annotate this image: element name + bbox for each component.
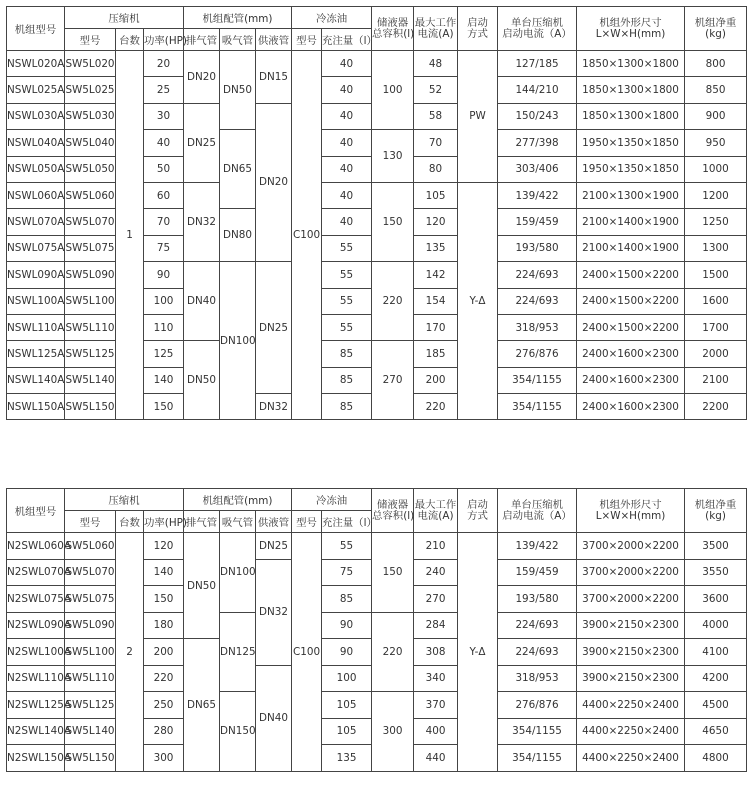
dimensions-cell: 2100×1400×1900 <box>577 209 685 235</box>
max-current-cell: 440 <box>414 745 458 772</box>
power-cell: 75 <box>144 235 184 261</box>
oil-charge-cell: 105 <box>322 692 372 719</box>
weight-cell: 1700 <box>685 314 747 340</box>
liquid-cell: DN32 <box>256 394 292 420</box>
max-current-cell: 284 <box>414 612 458 639</box>
receiver-cell: 150 <box>372 533 414 613</box>
weight-cell: 1200 <box>685 182 747 208</box>
weight-cell: 1000 <box>685 156 747 182</box>
header-oil-charge: 充注量（l） <box>322 511 372 533</box>
dimensions-cell: 3700×2000×2200 <box>577 533 685 560</box>
dimensions-cell: 2100×1300×1900 <box>577 182 685 208</box>
oil-charge-cell: 40 <box>322 156 372 182</box>
power-cell: 125 <box>144 341 184 367</box>
start-current-cell: 354/1155 <box>498 394 577 420</box>
start-current-cell: 303/406 <box>498 156 577 182</box>
start-current-cell: 150/243 <box>498 103 577 129</box>
compressor-cell: SW5L070 <box>65 209 116 235</box>
discharge-cell: DN40 <box>184 262 220 341</box>
header-model: 机组型号 <box>7 7 65 51</box>
dimensions-cell: 3900×2150×2300 <box>577 612 685 639</box>
weight-cell: 3600 <box>685 586 747 613</box>
start-current-cell: 276/876 <box>498 692 577 719</box>
max-current-cell: 340 <box>414 665 458 692</box>
liquid-cell: DN25 <box>256 262 292 394</box>
liquid-cell: DN40 <box>256 665 292 771</box>
model-cell: NSWL025A <box>7 77 65 103</box>
power-cell: 300 <box>144 745 184 772</box>
header-oil-type: 型号 <box>292 29 322 51</box>
max-current-cell: 170 <box>414 314 458 340</box>
max-current-cell: 70 <box>414 130 458 156</box>
oil-charge-cell: 55 <box>322 533 372 560</box>
dimensions-cell: 1950×1350×1850 <box>577 156 685 182</box>
oil-charge-cell: 40 <box>322 182 372 208</box>
model-cell: NSWL060A <box>7 182 65 208</box>
model-cell: N2SWL125A <box>7 692 65 719</box>
model-cell: N2SWL070A <box>7 559 65 586</box>
header-weight: 机组净重 (kg) <box>685 7 747 51</box>
power-cell: 25 <box>144 77 184 103</box>
max-current-cell: 135 <box>414 235 458 261</box>
header-oil-type: 型号 <box>292 511 322 533</box>
oil-type-cell: C100 <box>292 533 322 772</box>
receiver-cell: 130 <box>372 130 414 183</box>
start-current-cell: 224/693 <box>498 262 577 288</box>
weight-cell: 1500 <box>685 262 747 288</box>
model-cell: N2SWL075A <box>7 586 65 613</box>
dimensions-cell: 1850×1300×1800 <box>577 103 685 129</box>
weight-cell: 4000 <box>685 612 747 639</box>
max-current-cell: 370 <box>414 692 458 719</box>
oil-charge-cell: 85 <box>322 586 372 613</box>
header-suction: 吸气管 <box>220 29 256 51</box>
start-current-cell: 144/210 <box>498 77 577 103</box>
header-discharge: 排气管 <box>184 29 220 51</box>
dimensions-cell: 3900×2150×2300 <box>577 665 685 692</box>
weight-cell: 4800 <box>685 745 747 772</box>
oil-charge-cell: 85 <box>322 341 372 367</box>
model-cell: NSWL150A <box>7 394 65 420</box>
dimensions-cell: 1850×1300×1800 <box>577 51 685 77</box>
header-model: 机组型号 <box>7 489 65 533</box>
header-start-current: 单台压缩机 启动电流（A） <box>498 7 577 51</box>
max-current-cell: 142 <box>414 262 458 288</box>
compressor-cell: SW5L030 <box>65 103 116 129</box>
discharge-cell: DN50 <box>184 341 220 420</box>
header-dimensions: 机组外形尺寸 L×W×H(mm) <box>577 489 685 533</box>
dimensions-cell: 4400×2250×2400 <box>577 745 685 772</box>
header-weight: 机组净重 (kg) <box>685 489 747 533</box>
header-max-current: 最大工作 电流(A) <box>414 7 458 51</box>
start-current-cell: 159/459 <box>498 559 577 586</box>
header-comp-power: 功率(HP) <box>144 511 184 533</box>
max-current-cell: 105 <box>414 182 458 208</box>
start-current-cell: 193/580 <box>498 586 577 613</box>
weight-cell: 950 <box>685 130 747 156</box>
power-cell: 150 <box>144 586 184 613</box>
oil-charge-cell: 40 <box>322 77 372 103</box>
compressor-cell: SW5L040 <box>65 130 116 156</box>
dimensions-cell: 2400×1600×2300 <box>577 394 685 420</box>
header-start-mode: 启动 方式 <box>458 489 498 533</box>
max-current-cell: 400 <box>414 718 458 745</box>
max-current-cell: 270 <box>414 586 458 613</box>
power-cell: 20 <box>144 51 184 77</box>
suction-cell: DN125 <box>220 612 256 692</box>
power-cell: 60 <box>144 182 184 208</box>
oil-charge-cell: 40 <box>322 209 372 235</box>
power-cell: 280 <box>144 718 184 745</box>
header-compressor: 压缩机 <box>65 7 184 29</box>
max-current-cell: 80 <box>414 156 458 182</box>
compressor-cell: SW5L090 <box>65 612 116 639</box>
header-oil: 冷冻油 <box>292 7 372 29</box>
compressor-cell: SW5L140 <box>65 718 116 745</box>
power-cell: 140 <box>144 367 184 393</box>
max-current-cell: 48 <box>414 51 458 77</box>
suction-cell: DN100 <box>220 533 256 613</box>
start-current-cell: 354/1155 <box>498 718 577 745</box>
start-current-cell: 139/422 <box>498 533 577 560</box>
compressor-cell: SW5L110 <box>65 314 116 340</box>
spec-table-dual <box>6 488 747 772</box>
model-cell: NSWL100A <box>7 288 65 314</box>
start-current-cell: 193/580 <box>498 235 577 261</box>
header-receiver: 储液器 总容积(l) <box>372 489 414 533</box>
power-cell: 140 <box>144 559 184 586</box>
oil-charge-cell: 55 <box>322 235 372 261</box>
header-comp-type: 型号 <box>65 511 116 533</box>
max-current-cell: 240 <box>414 559 458 586</box>
oil-charge-cell: 135 <box>322 745 372 772</box>
weight-cell: 800 <box>685 51 747 77</box>
dimensions-cell: 2400×1500×2200 <box>577 262 685 288</box>
dimensions-cell: 4400×2250×2400 <box>577 718 685 745</box>
start-mode-cell: Y-Δ <box>458 182 498 420</box>
compressor-cell: SW5L150 <box>65 745 116 772</box>
oil-charge-cell: 85 <box>322 367 372 393</box>
table-row <box>7 51 747 77</box>
oil-charge-cell: 55 <box>322 262 372 288</box>
header-liquid: 供液管 <box>256 29 292 51</box>
compressor-cell: SW5L150 <box>65 394 116 420</box>
weight-cell: 2100 <box>685 367 747 393</box>
model-cell: N2SWL140A <box>7 718 65 745</box>
model-cell: NSWL030A <box>7 103 65 129</box>
oil-charge-cell: 40 <box>322 103 372 129</box>
header-start-mode: 启动 方式 <box>458 7 498 51</box>
suction-cell: DN65 <box>220 130 256 209</box>
start-mode-cell: Y-Δ <box>458 533 498 772</box>
power-cell: 150 <box>144 394 184 420</box>
header-start-current: 单台压缩机 启动电流（A） <box>498 489 577 533</box>
dimensions-cell: 3700×2000×2200 <box>577 559 685 586</box>
power-cell: 110 <box>144 314 184 340</box>
compressor-cell: SW5L060 <box>65 533 116 560</box>
model-cell: NSWL110A <box>7 314 65 340</box>
start-current-cell: 224/693 <box>498 639 577 666</box>
model-cell: N2SWL110A <box>7 665 65 692</box>
dimensions-cell: 2400×1500×2200 <box>577 314 685 340</box>
header-liquid: 供液管 <box>256 511 292 533</box>
header-dimensions: 机组外形尺寸 L×W×H(mm) <box>577 7 685 51</box>
compressor-cell: SW5L100 <box>65 288 116 314</box>
start-mode-cell: PW <box>458 51 498 183</box>
spec-table-single <box>6 6 747 420</box>
oil-charge-cell: 90 <box>322 612 372 639</box>
discharge-cell: DN20 <box>184 51 220 104</box>
weight-cell: 3550 <box>685 559 747 586</box>
power-cell: 180 <box>144 612 184 639</box>
compressor-cell: SW5L140 <box>65 367 116 393</box>
weight-cell: 900 <box>685 103 747 129</box>
model-cell: NSWL140A <box>7 367 65 393</box>
weight-cell: 2200 <box>685 394 747 420</box>
receiver-cell: 220 <box>372 612 414 692</box>
compressor-cell: SW5L075 <box>65 235 116 261</box>
dimensions-cell: 2400×1600×2300 <box>577 341 685 367</box>
max-current-cell: 200 <box>414 367 458 393</box>
liquid-cell: DN20 <box>256 103 292 261</box>
header-oil-charge: 充注量（l） <box>322 29 372 51</box>
header-discharge: 排气管 <box>184 511 220 533</box>
suction-cell: DN100 <box>220 262 256 420</box>
model-cell: N2SWL060A <box>7 533 65 560</box>
dimensions-cell: 4400×2250×2400 <box>577 692 685 719</box>
power-cell: 70 <box>144 209 184 235</box>
start-current-cell: 159/459 <box>498 209 577 235</box>
start-current-cell: 139/422 <box>498 182 577 208</box>
model-cell: NSWL090A <box>7 262 65 288</box>
start-current-cell: 354/1155 <box>498 367 577 393</box>
start-current-cell: 318/953 <box>498 314 577 340</box>
max-current-cell: 185 <box>414 341 458 367</box>
weight-cell: 4500 <box>685 692 747 719</box>
count-cell: 1 <box>116 51 144 420</box>
start-current-cell: 354/1155 <box>498 745 577 772</box>
weight-cell: 1300 <box>685 235 747 261</box>
power-cell: 120 <box>144 533 184 560</box>
weight-cell: 1600 <box>685 288 747 314</box>
oil-charge-cell: 100 <box>322 665 372 692</box>
oil-charge-cell: 85 <box>322 394 372 420</box>
model-cell: N2SWL090A <box>7 612 65 639</box>
liquid-cell: DN15 <box>256 51 292 104</box>
power-cell: 50 <box>144 156 184 182</box>
header-max-current: 最大工作 电流(A) <box>414 489 458 533</box>
weight-cell: 1250 <box>685 209 747 235</box>
power-cell: 200 <box>144 639 184 666</box>
suction-cell: DN50 <box>220 51 256 130</box>
compressor-cell: SW5L060 <box>65 182 116 208</box>
receiver-cell: 220 <box>372 262 414 341</box>
model-cell: N2SWL150A <box>7 745 65 772</box>
power-cell: 90 <box>144 262 184 288</box>
oil-charge-cell: 75 <box>322 559 372 586</box>
discharge-cell: DN65 <box>184 639 220 772</box>
weight-cell: 2000 <box>685 341 747 367</box>
compressor-cell: SW5L020 <box>65 51 116 77</box>
max-current-cell: 220 <box>414 394 458 420</box>
header-comp-power: 功率(HP) <box>144 29 184 51</box>
dimensions-cell: 1950×1350×1850 <box>577 130 685 156</box>
model-cell: NSWL125A <box>7 341 65 367</box>
max-current-cell: 52 <box>414 77 458 103</box>
model-cell: NSWL070A <box>7 209 65 235</box>
model-cell: NSWL040A <box>7 130 65 156</box>
header-pipes: 机组配管(mm) <box>184 489 292 511</box>
dimensions-cell: 3900×2150×2300 <box>577 639 685 666</box>
oil-type-cell: C100 <box>292 51 322 420</box>
max-current-cell: 308 <box>414 639 458 666</box>
oil-charge-cell: 40 <box>322 51 372 77</box>
start-current-cell: 318/953 <box>498 665 577 692</box>
count-cell: 2 <box>116 533 144 772</box>
compressor-cell: SW5L050 <box>65 156 116 182</box>
header-comp-count: 台数 <box>116 511 144 533</box>
header-pipes: 机组配管(mm) <box>184 7 292 29</box>
discharge-cell: DN25 <box>184 103 220 182</box>
compressor-cell: SW5L025 <box>65 77 116 103</box>
weight-cell: 4100 <box>685 639 747 666</box>
start-current-cell: 224/693 <box>498 288 577 314</box>
start-current-cell: 224/693 <box>498 612 577 639</box>
dimensions-cell: 2400×1600×2300 <box>577 367 685 393</box>
power-cell: 100 <box>144 288 184 314</box>
model-cell: NSWL050A <box>7 156 65 182</box>
header-suction: 吸气管 <box>220 511 256 533</box>
compressor-cell: SW5L100 <box>65 639 116 666</box>
model-cell: NSWL075A <box>7 235 65 261</box>
compressor-cell: SW5L125 <box>65 341 116 367</box>
dimensions-cell: 2100×1400×1900 <box>577 235 685 261</box>
table-row <box>7 533 747 560</box>
liquid-cell: DN25 <box>256 533 292 560</box>
weight-cell: 4200 <box>685 665 747 692</box>
discharge-cell: DN50 <box>184 533 220 639</box>
start-current-cell: 277/398 <box>498 130 577 156</box>
max-current-cell: 210 <box>414 533 458 560</box>
max-current-cell: 58 <box>414 103 458 129</box>
power-cell: 30 <box>144 103 184 129</box>
power-cell: 220 <box>144 665 184 692</box>
oil-charge-cell: 90 <box>322 639 372 666</box>
oil-charge-cell: 55 <box>322 314 372 340</box>
model-cell: N2SWL100A <box>7 639 65 666</box>
dimensions-cell: 3700×2000×2200 <box>577 586 685 613</box>
header-comp-type: 型号 <box>65 29 116 51</box>
liquid-cell: DN32 <box>256 559 292 665</box>
receiver-cell: 270 <box>372 341 414 420</box>
dimensions-cell: 2400×1500×2200 <box>577 288 685 314</box>
weight-cell: 4650 <box>685 718 747 745</box>
max-current-cell: 154 <box>414 288 458 314</box>
dimensions-cell: 1850×1300×1800 <box>577 77 685 103</box>
compressor-cell: SW5L125 <box>65 692 116 719</box>
model-cell: NSWL020A <box>7 51 65 77</box>
power-cell: 250 <box>144 692 184 719</box>
compressor-cell: SW5L070 <box>65 559 116 586</box>
header-comp-count: 台数 <box>116 29 144 51</box>
suction-cell: DN80 <box>220 209 256 262</box>
compressor-cell: SW5L075 <box>65 586 116 613</box>
header-oil: 冷冻油 <box>292 489 372 511</box>
weight-cell: 850 <box>685 77 747 103</box>
suction-cell: DN150 <box>220 692 256 772</box>
power-cell: 40 <box>144 130 184 156</box>
receiver-cell: 100 <box>372 51 414 130</box>
compressor-cell: SW5L090 <box>65 262 116 288</box>
weight-cell: 3500 <box>685 533 747 560</box>
receiver-cell: 300 <box>372 692 414 772</box>
header-receiver: 储液器 总容积(l) <box>372 7 414 51</box>
oil-charge-cell: 55 <box>322 288 372 314</box>
start-current-cell: 276/876 <box>498 341 577 367</box>
start-current-cell: 127/185 <box>498 51 577 77</box>
discharge-cell: DN32 <box>184 182 220 261</box>
receiver-cell: 150 <box>372 182 414 261</box>
header-compressor: 压缩机 <box>65 489 184 511</box>
oil-charge-cell: 40 <box>322 130 372 156</box>
max-current-cell: 120 <box>414 209 458 235</box>
compressor-cell: SW5L110 <box>65 665 116 692</box>
oil-charge-cell: 105 <box>322 718 372 745</box>
